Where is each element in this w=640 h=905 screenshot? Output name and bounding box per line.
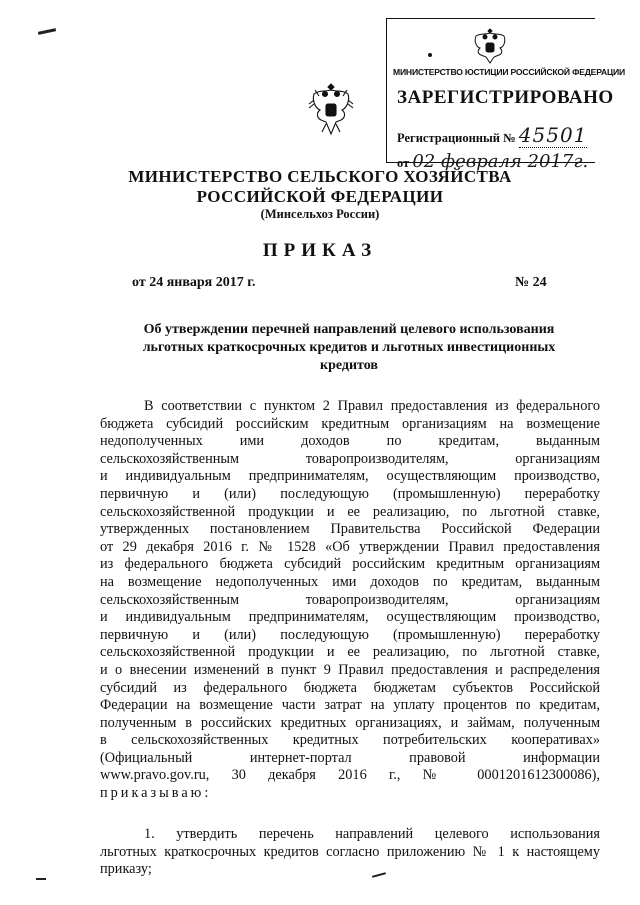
item-line: 1. утвердить перечень направлений целевого использования — [144, 826, 600, 842]
body-line: в сельскохозяйственных кредитных потребительских кооперативах» — [100, 732, 600, 749]
stamp-organization: МИНИСТЕРСТВО ЮСТИЦИИ РОССИЙСКОЙ ФЕДЕРАЦИИ — [393, 67, 626, 77]
ministry-name-line2: РОССИЙСКОЙ ФЕДЕРАЦИИ — [196, 187, 444, 206]
body-line: сельскохозяйственной продукции и ее реализацию, по льготной ставке, — [100, 644, 600, 661]
stamp-date-prefix: от — [397, 156, 410, 170]
item-1-paragraph — [100, 826, 600, 879]
body-line: сельскохозяйственным товаропроизводителям, организациям — [100, 450, 600, 467]
stamp-reg-label: Регистрационный № — [397, 131, 516, 145]
item-line: льготных краткосрочных кредитов согласно приложению № 1 к настоящему — [100, 843, 600, 860]
body-line: и о внесении изменений в пункт 9 Правил предоставления и распределения — [100, 661, 600, 678]
ministry-name-line1: МИНИСТЕРСТВО СЕЛЬСКОГО ХОЗЯЙСТВА — [128, 167, 512, 186]
item-line: приказу; — [100, 861, 152, 878]
body-line: бюджета субсидий российским кредитным организациям на возмещение — [100, 415, 600, 432]
body-line: от 29 декабря 2016 г. № 1528 «Об утверждении Правил предоставления — [100, 538, 600, 555]
ministry-short-name: (Минсельхоз России) — [260, 207, 380, 221]
body-line: первичную и (или) последующую (промышленную) переработку — [100, 485, 600, 502]
body-line: первичную и (или) последующую (промышленную) переработку — [100, 626, 600, 643]
stamp-reg-number-row — [397, 123, 587, 148]
stamp-emblem-icon — [468, 26, 512, 64]
stamp-status: ЗАРЕГИСТРИРОВАНО — [397, 87, 614, 108]
body-line: на возмещение недополученных ими доходов по кредитам, выданным — [100, 573, 600, 590]
body-line: www.pravo.gov.ru, 30 декабря 2016 г., № 0001201612300086), — [100, 767, 600, 784]
document-type-title: ПРИКАЗ — [262, 240, 378, 261]
order-word: приказываю: — [100, 785, 212, 802]
stamp-reg-number: 45501 — [518, 123, 588, 147]
body-line: Федерации на возмещение части затрат на уплату процентов по кредитам, — [100, 697, 600, 714]
body-line: (Официальный интернет-портал правовой информации — [100, 749, 600, 766]
stamp-dot — [428, 53, 432, 57]
body-line: утвержденных постановлением Правительства Российской Федерации — [100, 521, 600, 538]
body-line: субсидий из федерального бюджета бюджетам субъектов Российской — [100, 679, 600, 696]
body-line: и индивидуальным предпринимателям, осуществляющим производство, — [100, 468, 600, 485]
order-number: № 24 — [515, 275, 547, 290]
body-line: и индивидуальным предпринимателям, осуществляющим производство, — [100, 609, 600, 626]
coat-of-arms-icon — [306, 80, 356, 138]
preamble-paragraph — [100, 398, 600, 803]
body-line: полученным в российских кредитных организациях, и займам, полученным — [100, 714, 600, 731]
scan-artifact — [36, 878, 46, 880]
stamp-date: 02 февраля 2017г. — [412, 151, 589, 172]
body-line: сельскохозяйственным товаропроизводителям, организациям — [100, 591, 600, 608]
body-line: сельскохозяйственной продукции и ее реализацию, по льготной ставке, — [100, 503, 600, 520]
body-line: В соответствии с пунктом 2 Правил предоставления из федерального — [144, 398, 600, 414]
body-line: недополученных ими доходов по кредитам, выданным — [100, 433, 600, 450]
order-date: от 24 января 2017 г. — [132, 275, 256, 290]
scan-artifact — [38, 28, 56, 35]
body-line: из федерального бюджета субсидий российским кредитным организациям — [100, 556, 600, 573]
order-subject: Об утверждении перечней направлений целевого использования льготных краткосрочных кредитов и льготных инвестиционных кредитов — [142, 322, 556, 373]
